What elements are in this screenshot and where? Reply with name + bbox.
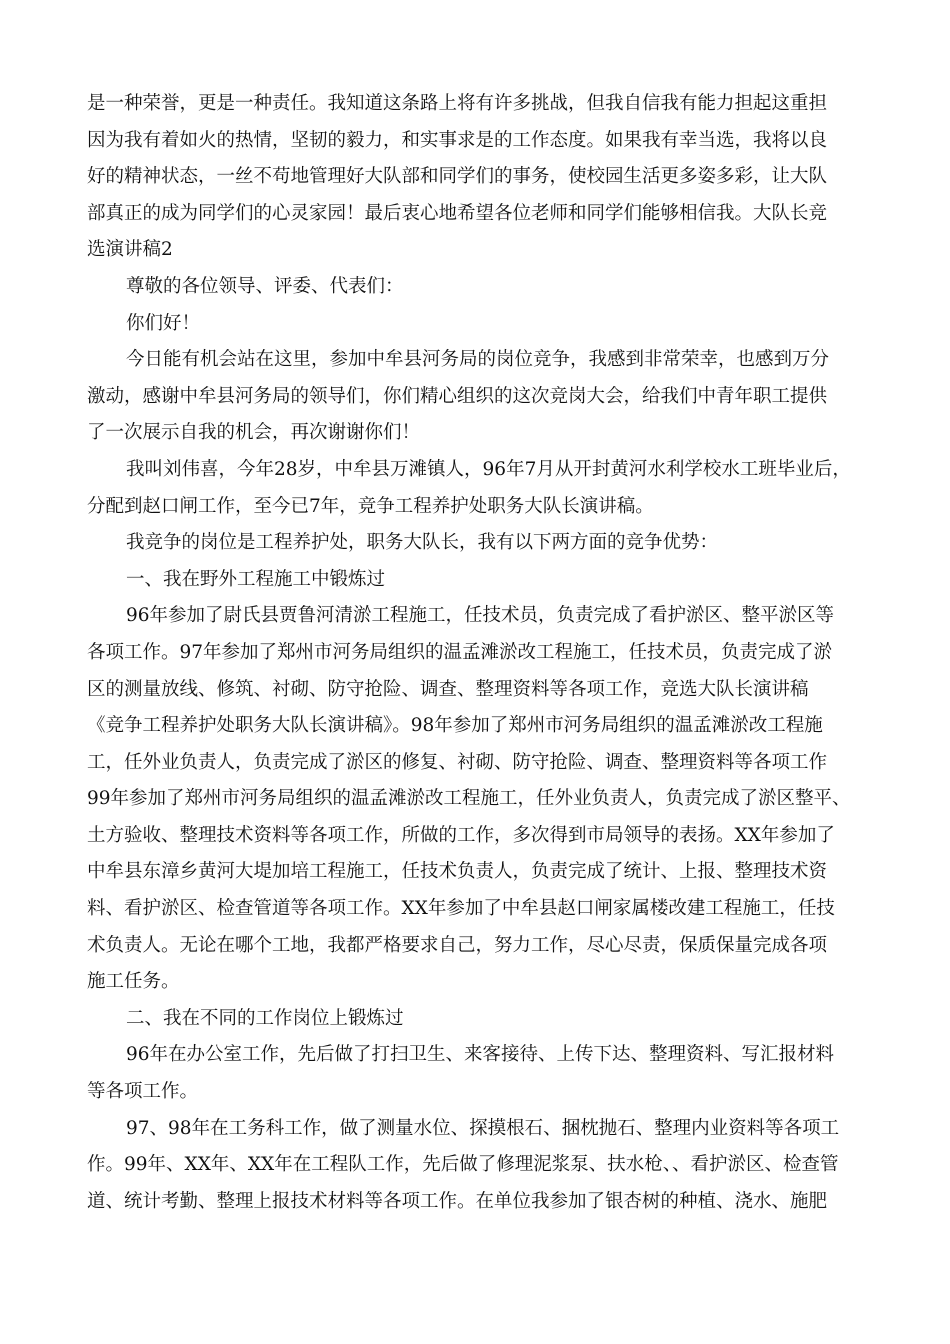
text-line: 我叫刘伟喜，今年28岁，中牟县万滩镇人，96年7月从开封黄河水利学校水工班毕业后，: [126, 458, 851, 480]
text-line: 尊敬的各位领导、评委、代表们：: [126, 275, 404, 297]
text-line: 今日能有机会站在这里，参加中牟县河务局的岗位竞争，我感到非常荣幸，也感到万分: [126, 349, 830, 371]
text-line: 因为我有着如火的热情，坚韧的毅力，和实事求是的工作态度。如果我有幸当选，我将以良: [87, 129, 828, 151]
text-line: 你们好！: [126, 312, 201, 334]
text-line: 选演讲稿2: [87, 239, 173, 261]
text-line: 激动，感谢中牟县河务局的领导们，你们精心组织的这次竞岗大会，给我们中青年职工提供: [87, 385, 828, 407]
text-line: 部真正的成为同学们的心灵家园！最后衷心地希望各位老师和同学们能够相信我。大队长竞: [87, 202, 828, 224]
text-line: 是一种荣誉，更是一种责任。我知道这条路上将有许多挑战，但我自信我有能力担起这重担: [87, 93, 828, 114]
text-line: 各项工作。97年参加了郑州市河务局组织的温孟滩淤改工程施工，任技术员，负责完成了淤: [87, 641, 833, 663]
text-line: 中牟县东漳乡黄河大堤加培工程施工，任技术负责人，负责完成了统计、上报、整理技术资: [87, 861, 828, 883]
text-line: 施工任务。: [87, 971, 180, 993]
text-line: 我竞争的岗位是工程养护处，职务大队长，我有以下两方面的竞争优势：: [126, 532, 719, 554]
text-line: 等各项工作。: [87, 1081, 199, 1103]
text-line: 一、我在野外工程施工中锻炼过: [126, 568, 386, 590]
text-line: 97、98年在工务科工作，做了测量水位、探摸根石、捆枕抛石、整理内业资料等各项工: [126, 1117, 840, 1139]
text-line: 区的测量放线、修筑、衬砌、防守抢险、调查、整理资料等各项工作，竞选大队长演讲稿: [87, 678, 809, 700]
text-line: 96年在办公室工作，先后做了打扫卫生、来客接待、上传下达、整理资料、写汇报材料: [126, 1044, 835, 1066]
text-line: 术负责人。无论在哪个工地，我都严格要求自己，努力工作，尽心尽责，保质保量完成各项: [87, 934, 828, 956]
text-line: 96年参加了尉氏县贾鲁河清淤工程施工，任技术员，负责完成了看护淤区、整平淤区等: [126, 605, 835, 627]
text-line: 工，任外业负责人，负责完成了淤区的修复、衬砌、防守抢险、调查、整理资料等各项工作: [87, 751, 828, 773]
text-line: 分配到赵口闸工作，至今已7年，竞争工程养护处职务大队长演讲稿。: [87, 495, 654, 517]
document-body: [87, 86, 882, 1220]
text-line: 好的精神状态，一丝不苟地管理好大队部和同学们的事务，使校园生活更多姿多彩，让大队: [87, 166, 828, 188]
text-line: 了一次展示自我的机会，再次谢谢你们！: [87, 422, 421, 444]
text-line: 道、统计考勤、整理上报技术材料等各项工作。在单位我参加了银杏树的种植、浇水、施肥: [87, 1190, 828, 1212]
text-line: 作。99年、XX年、XX年在工程队工作，先后做了修理泥浆泵、扶水枪、、看护淤区、检查管: [87, 1154, 839, 1176]
text-line: 料、看护淤区、检查管道等各项工作。XX年参加了中牟县赵口闸家属楼改建工程施工，任技: [87, 898, 835, 920]
text-line: 99年参加了郑州市河务局组织的温孟滩淤改工程施工，任外业负责人，负责完成了淤区整平、: [87, 788, 851, 810]
text-line: 土方验收、整理技术资料等各项工作，所做的工作，多次得到市局领导的表扬。XX年参加了: [87, 824, 835, 846]
text-line: 《竞争工程养护处职务大队长演讲稿》。98年参加了郑州市河务局组织的温孟滩淤改工程施: [87, 715, 823, 737]
text-line: 二、我在不同的工作岗位上锻炼过: [126, 1007, 404, 1029]
